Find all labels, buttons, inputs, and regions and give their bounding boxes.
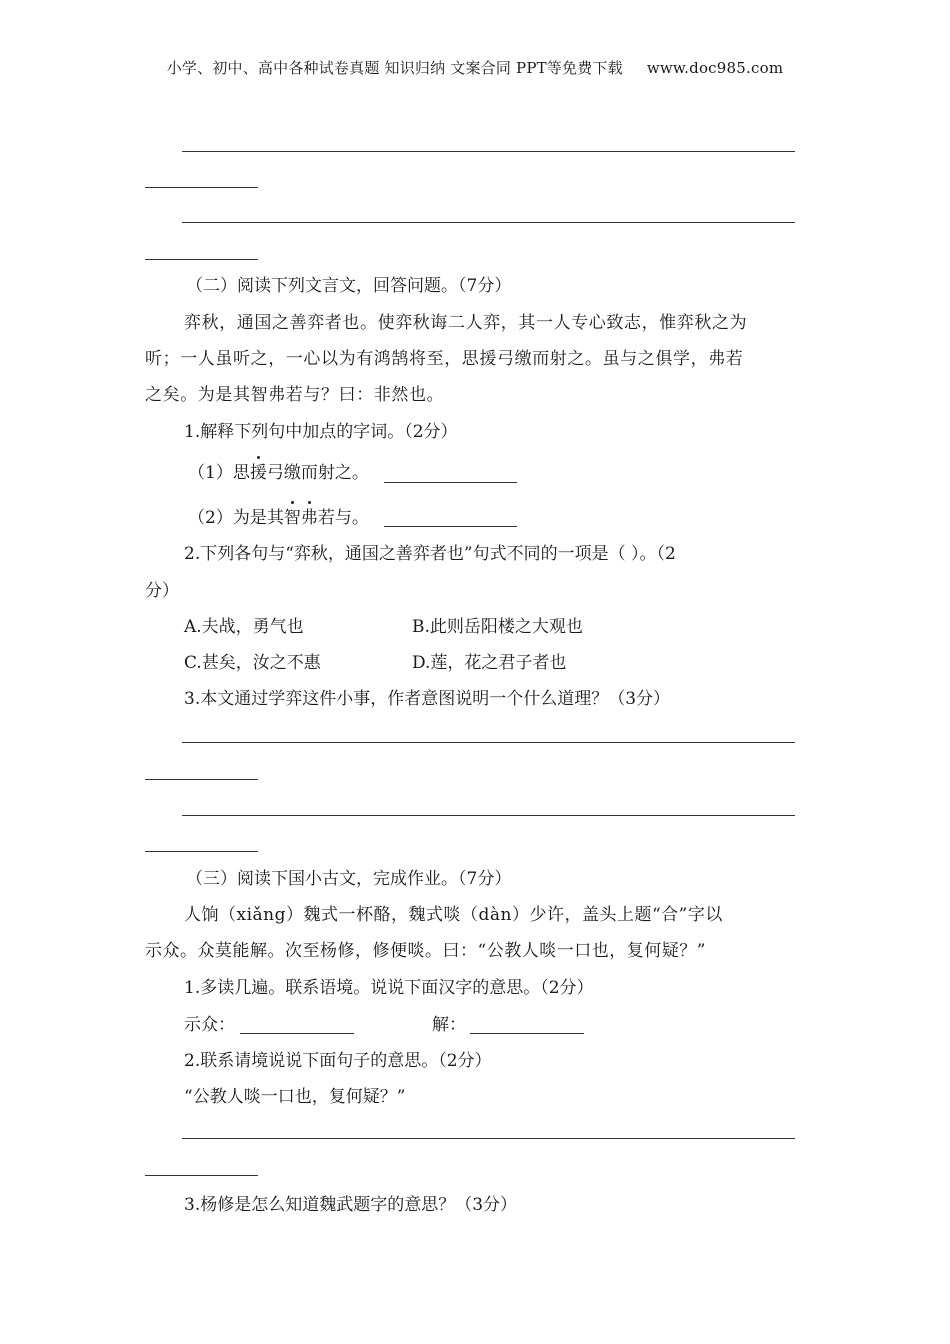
answer-line[interactable] bbox=[145, 187, 258, 188]
answer-line[interactable] bbox=[182, 222, 795, 223]
answer-blank[interactable] bbox=[384, 482, 517, 483]
dotted-char: 弗 bbox=[300, 508, 318, 528]
q1-item-1 bbox=[188, 465, 369, 482]
dotted-char: 援 bbox=[249, 463, 267, 483]
s3-q1-title: 1.多读几遍。联系语境。说说下面汉字的意思。（2分） bbox=[184, 978, 594, 998]
passage-line: 弈秋，通国之善弈者也。使弈秋诲二人弈，其一人专心致志，惟弈秋之为 bbox=[184, 313, 748, 333]
page-header bbox=[0, 57, 950, 78]
q1-item-2-post: 若与。 bbox=[317, 508, 369, 528]
answer-line[interactable] bbox=[145, 779, 258, 780]
answer-blank[interactable] bbox=[470, 1033, 584, 1034]
answer-line[interactable] bbox=[182, 151, 795, 152]
s3-q2-title: 2.联系请境说说下面句子的意思。（2分） bbox=[184, 1051, 492, 1071]
s3-q1-label-1: 示众： bbox=[184, 1015, 235, 1035]
answer-line[interactable] bbox=[182, 815, 795, 816]
q1-item-1-pre: （1）思 bbox=[188, 463, 250, 483]
s3-q1-label-2: 解： bbox=[432, 1015, 466, 1035]
answer-blank[interactable] bbox=[384, 526, 517, 527]
s3-q3-title: 3.杨修是怎么知道魏武题字的意思？（3分） bbox=[184, 1195, 518, 1215]
answer-line[interactable] bbox=[182, 1138, 795, 1139]
q1-item-2 bbox=[188, 510, 369, 527]
answer-line[interactable] bbox=[145, 1175, 258, 1176]
passage-line: 人饷（xiǎng）魏式一杯酪，魏式啖（dàn）少许，盖头上题“合”字以 bbox=[184, 905, 723, 925]
option-c[interactable]: C.甚矣，汝之不惠 bbox=[184, 653, 321, 673]
passage-line: 示众。众莫能解。次至杨修，修便啖。曰：“公教人啖一口也，复何疑？” bbox=[145, 941, 706, 961]
answer-line[interactable] bbox=[145, 851, 258, 852]
q1-title: 1.解释下列句中加点的字词。（2分） bbox=[184, 422, 458, 442]
answer-line[interactable] bbox=[182, 742, 795, 743]
section3-title: （三）阅读下国小古文，完成作业。（7分） bbox=[186, 869, 512, 889]
answer-line[interactable] bbox=[145, 259, 258, 260]
dotted-char: 智 bbox=[283, 508, 301, 528]
passage-line: 之矣。为是其智弗若与？曰：非然也。 bbox=[145, 385, 445, 405]
passage-line: 听；一人虽听之，一心以为有鸿鹄将至，思援弓缴而射之。虽与之俱学，弗若 bbox=[145, 349, 744, 369]
option-d[interactable]: D.莲，花之君子者也 bbox=[412, 653, 567, 673]
header-url[interactable]: www.doc985.com bbox=[646, 59, 784, 77]
q3-title: 3.本文通过学弈这件小事，作者意图说明一个什么道理？（3分） bbox=[184, 689, 671, 709]
option-b[interactable]: B.此则岳阳楼之大观也 bbox=[412, 617, 583, 637]
s3-q2-quote: “公教人啖一口也，复何疑？” bbox=[184, 1087, 406, 1107]
q1-item-1-post: 弓缴而射之。 bbox=[266, 463, 369, 483]
q1-item-2-pre: （2）为是其 bbox=[188, 508, 284, 528]
section2-title: （二）阅读下列文言文，回答问题。（7分） bbox=[186, 276, 512, 296]
header-left-text: 小学、初中、高中各种试卷真题 知识归纳 文案合同 PPT等免费下载 bbox=[166, 59, 623, 77]
q2-title: 2.下列各句与“弈秋，通国之善弈者也”句式不同的一项是（ ）。（2 bbox=[184, 544, 676, 564]
answer-blank[interactable] bbox=[240, 1033, 354, 1034]
q2-title-cont: 分） bbox=[145, 581, 179, 601]
option-a[interactable]: A.夫战，勇气也 bbox=[184, 617, 304, 637]
